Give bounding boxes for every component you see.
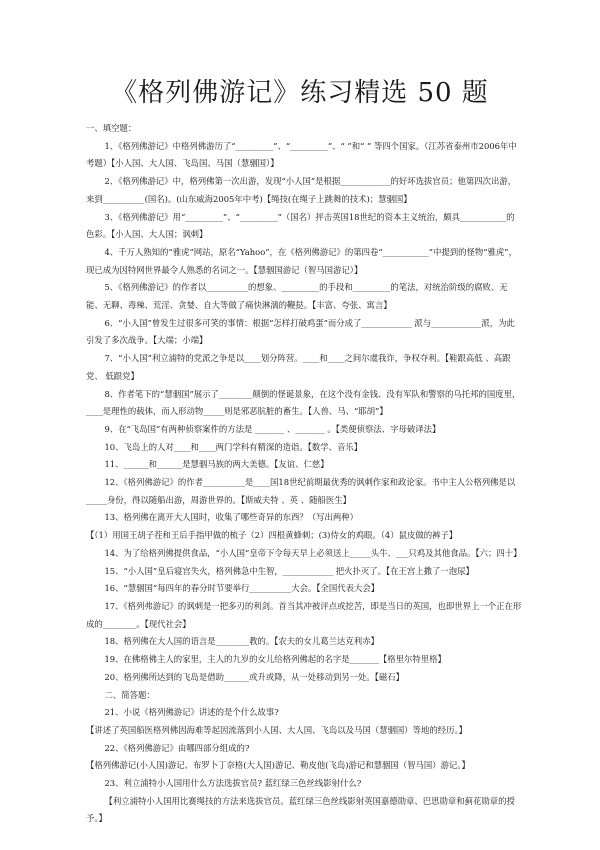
question-18: 18、格列佛在大人国的语言是________教的。【农夫的女儿葛兰达克利赤】 (104, 636, 379, 647)
question-7: 7、“小人国”利立浦特的党派之争是以____划分阵营。____和____之间尔虞我诈，争权夺利。【鞋跟高低 、高跟党、 低跟党】 (86, 353, 511, 381)
question-13: 13、格列佛在离开大人国时，收集了哪些奇异的东西？（写出两种） (104, 512, 358, 523)
question-6: 6、“小人国”曾发生过很多可笑的事情：根据“怎样打破鸡蛋”而分成了____________ 派与____________派，为此引发了多次战争。【大端；小端】 (86, 317, 515, 346)
question-14: 14、为了给格列佛提供食品，“小人国”皇帝下令每天早上必须送上_____头牛、___只鸡及其他食品。【六；四十】 (104, 547, 522, 558)
answer-13: 【（1）用国王胡子茬和王后手指甲做的梳子（2）四根黄蜂刺；(3)侍女的鸡眼。（4）鼠皮做的裤子】 (86, 530, 458, 541)
question-11: 11、______和______是慧骃马族的两大美德。【友谊、仁慈】 (104, 459, 329, 470)
section-heading-short-answer: 二、简答题： (104, 689, 155, 700)
question-5: 5、《格列佛游记》的作者以__________的想象、_________的手段和_________的笔法，对统治阶级的腐败、无能、无聊、毒辣、荒淫、贪婪、自大等做了痛快淋漓的鞭挞。【丰富、夸张、寓言】 (86, 282, 508, 311)
document-body (86, 120, 522, 828)
question-21: 21、小说《格列佛游记》讲述的是个什么故事? (104, 707, 279, 718)
question-10: 10、飞岛上的人对____和____两门学科有精深的造诣。【数学、音乐】 (104, 441, 363, 452)
question-4: 4、千万人熟知的“雅虎”网站，原名“Yahoo”，在《格列佛游记》的第四卷“___________”中提到的怪物“雅虎”，现已成为因特网世界最令人熟悉的名词之一。【慧骃国游记（智马国游记）】 (86, 246, 517, 275)
answer-22: 【格列佛游记(小人国)游记、布罗卜丁奈格(大人国)游记、勒皮他(飞岛)游记和慧骃国（智马国）游记。】 (86, 760, 470, 771)
section-heading-fill-in: 一、填空题： (86, 123, 137, 133)
question-23: 23、利立浦特小人国用什么方法选拔官员? 蓝红绿三色丝线影射什么? (104, 778, 362, 789)
question-3: 3、《格列佛游记》用“_________”、“_________”（国名）抨击英国18世纪的资本主义统治，颇具___________的色彩。【小人国、大人国；讽刺】 (86, 211, 515, 240)
answer-21: 【讲述了英国船医格列佛因海难等起因流落到小人国、大人国、飞岛以及马国（慧骃国）等地的经历。】 (86, 724, 468, 735)
question-17: 17、《格列弗游记》的讽刺是一把多刃的利剑。首当其冲被评点或挖苦，即是当日的英国，也即世界上一个正在形成的________。【现代社会】 (86, 600, 522, 629)
question-8: 8、作者笔下的“慧骃国”展示了________颠倒的怪诞景象，在这个没有金钱、没有军队和警察的乌托邦的国度里，____是理性的载体，而人形动物_____则是邪恶肮脏的畜生。【人兽、马、“耶胡”】 (86, 388, 521, 417)
question-20: 20、格列佛所达到的飞岛是借助______或升或降，从一处移动到另一处。【磁石】 (104, 671, 405, 682)
question-9: 9、在“飞岛国”有两种侦察案件的方法是 _______ 、_______ 。【类便侦察法、字母破译法】 (104, 423, 441, 434)
question-15: 15、“小人国”皇后寝宫失火，格列佛急中生智，____________ 把火扑灭了。【在王宫上撒了一泡尿】 (104, 565, 474, 576)
question-16: 16、“慧骃国”每四年的春分时节要举行__________大会。【全国代表大会】 (104, 583, 380, 594)
question-12: 12、《格列佛游记》的作者__________是____国18世纪前期最优秀的讽刺作家和政论家。书中主人公格列佛是以_____身份，得以随船出游，周游世界的。【斯威夫特 、英 、随船医生】 (86, 477, 516, 505)
document-title: 《格列佛游记》练习精选 50 题 (111, 78, 489, 108)
question-1: 1、《格列佛游记》中格列佛游历了“_________”、“_________”、“ ”和“ ” 等四个国家。（江苏省泰州市2006年中考题）【小人国、大人国、飞岛国、马国（慧骃国）】 (86, 140, 517, 169)
question-22: 22、《格列佛游记》由哪四部分组成的? (104, 742, 250, 753)
question-2: 2、《格列佛游记》中，格列佛第一次出游，发现“小人国”是根据____________的好坏选拔官员；他第四次出游，来到__________(国名)。(山东威海2005年中考)【绳技(在绳子上跳舞的技术)；慧骃国】 (86, 176, 517, 204)
question-19: 19、在佛格佛主人的家里，主人的九岁的女儿给格列佛起的名字是_______【格里尔特里格】 (104, 654, 446, 665)
answer-23: 【利立浦特小人国用比赛绳技的方法来选拔官员。蓝红绿三色丝线影射英国嘉德勋章、巴思勋章和蓟花勋章的授予。】 (86, 795, 515, 824)
